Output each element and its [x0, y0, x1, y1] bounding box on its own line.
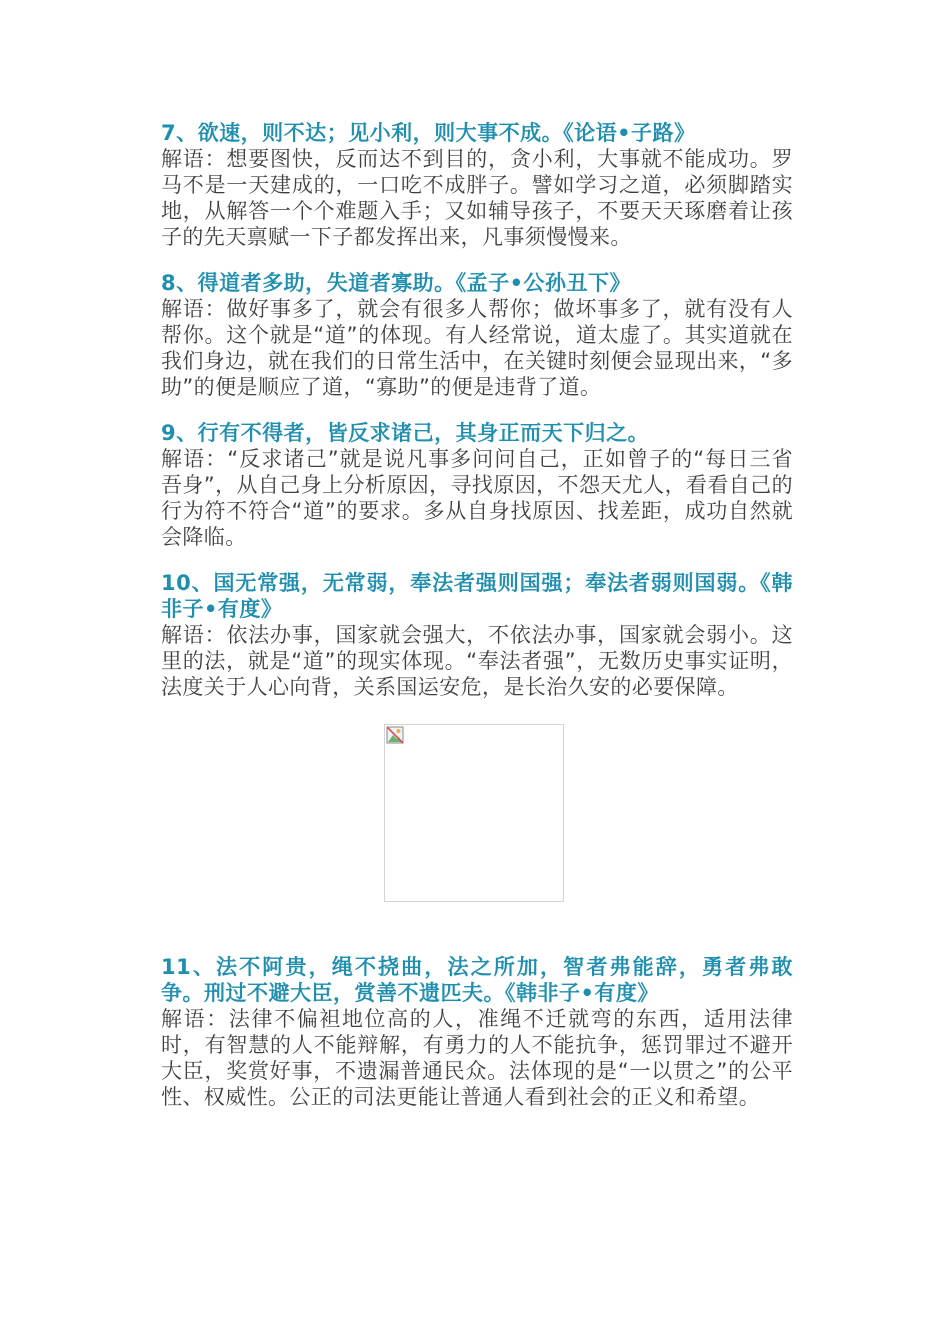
quote-heading: 7、欲速，则不达；见小利，则大事不成。《论语•子路》: [161, 121, 696, 145]
image-area: [161, 712, 793, 936]
quote-explanation: 解语：依法办事，国家就会强大，不依法办事，国家就会弱小。这里的法，就是“道”的现实体现。“奉法者强”，无数历史事实证明，法度关于人心向背，关系国运安危，是长治久安的必要保障。: [161, 623, 793, 699]
quote-section-7: [161, 120, 793, 250]
quote-section-9: [161, 420, 793, 550]
document-page: [161, 120, 793, 1130]
quote-section-8: [161, 270, 793, 400]
quote-explanation: 解语：“反求诸己”就是说凡事多问问自己，正如曾子的“每日三省吾身”，从自己身上分析原因，寻找原因，不怨天尤人，看看自己的行为符不符合“道”的要求。多从自身找原因、找差距，成功自然就会降临。: [161, 447, 793, 549]
broken-image-icon: [386, 726, 404, 744]
quote-explanation: 解语：想要图快，反而达不到目的，贪小利，大事就不能成功。罗马不是一天建成的，一口吃不成胖子。譬如学习之道，必须脚踏实地，从解答一个个难题入手；又如辅导孩子，不要天天琢磨着让孩子的先天禀赋一下子都发挥出来，凡事须慢慢来。: [161, 147, 793, 249]
quote-explanation: 解语：做好事多了，就会有很多人帮你；做坏事多了，就有没有人帮你。这个就是“道”的体现。有人经常说，道太虚了。其实道就在我们身边，就在我们的日常生活中，在关键时刻便会显现出来，“多助”的便是顺应了道，“寡助”的便是违背了道。: [161, 297, 793, 399]
broken-image: [384, 724, 564, 902]
quote-section-11: [161, 954, 793, 1110]
quote-section-10: [161, 570, 793, 700]
quote-heading: 8、得道者多助，失道者寡助。《孟子•公孙丑下》: [161, 271, 632, 295]
quote-heading: 10、国无常强，无常弱，奉法者强则国强；奉法者弱则国弱。《韩非子•有度》: [161, 571, 793, 621]
quote-heading: 9、行有不得者，皆反求诸己，其身正而天下归之。: [161, 421, 650, 445]
quote-explanation: 解语：法律不偏袒地位高的人，准绳不迁就弯的东西，适用法律时，有智慧的人不能辩解，有勇力的人不能抗争，惩罚罪过不避开大臣，奖赏好事，不遗漏普通民众。法体现的是“一以贯之”的公平性、权威性。公正的司法更能让普通人看到社会的正义和希望。: [161, 1007, 793, 1109]
quote-heading: 11、法不阿贵，绳不挠曲，法之所加，智者弗能辞，勇者弗敢争。刑过不避大臣，赏善不遗匹夫。《韩非子•有度》: [161, 955, 793, 1005]
